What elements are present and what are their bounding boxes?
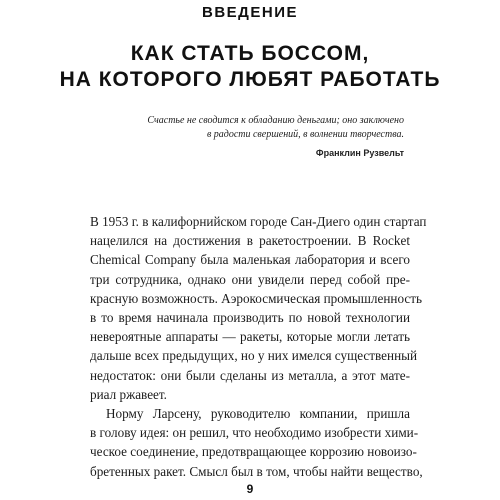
body-text [90,212,427,481]
body-line: дальше всех предыдущих, но у них имелся существенный [90,348,418,364]
body-line: красную возможность. Аэрокосмическая промышленность [90,290,423,306]
section-label: ВВЕДЕНИЕ [202,4,298,21]
body-line: три сотрудника, однако они увидели перед собой пре- [90,271,410,287]
body-line: в голову идея: он решил, что необходимо изобрести хими- [90,425,419,441]
body-line: невероятные аппараты — ракеты, которые могли летать [90,329,410,345]
epigraph-line-2: в радости свершений, в волнении творчества. [206,129,404,140]
body-line: недостаток: они были сделаны из металла, а этот мате- [90,367,410,383]
body-line: Норму Ларсену, руководителю компании, пришла [106,406,410,422]
body-line: ческое соединение, предотвращающее коррозию новоизо- [90,444,417,460]
body-line: В 1953 г. в калифорнийском городе Сан-Диего один стартап [90,214,427,229]
epigraph-author: Франклин Рузвельт [315,148,404,158]
body-line: нацелился на достижения в ракетостроении. В Rocket [90,233,410,249]
epigraph [84,114,404,142]
body-line: бретенных ракет. Смысл был в том, чтобы найти вещество, [90,463,423,479]
chapter-title-line-2: НА КОТОРОГО ЛЮБЯТ РАБОТАТЬ [59,68,441,91]
body-line: риал ржавеет. [90,386,167,402]
body-line: Chemical Company была маленькая лаборатория и всего [90,252,410,268]
epigraph-line-1: Счастье не сводится к обладанию деньгами; оно заключено [147,115,404,126]
body-line: в то время начинала производить по новой технологии [90,310,410,326]
page-number: 9 [246,482,254,496]
chapter-title [0,41,500,93]
chapter-title-line-1: КАК СТАТЬ БОССОМ, [130,42,370,65]
